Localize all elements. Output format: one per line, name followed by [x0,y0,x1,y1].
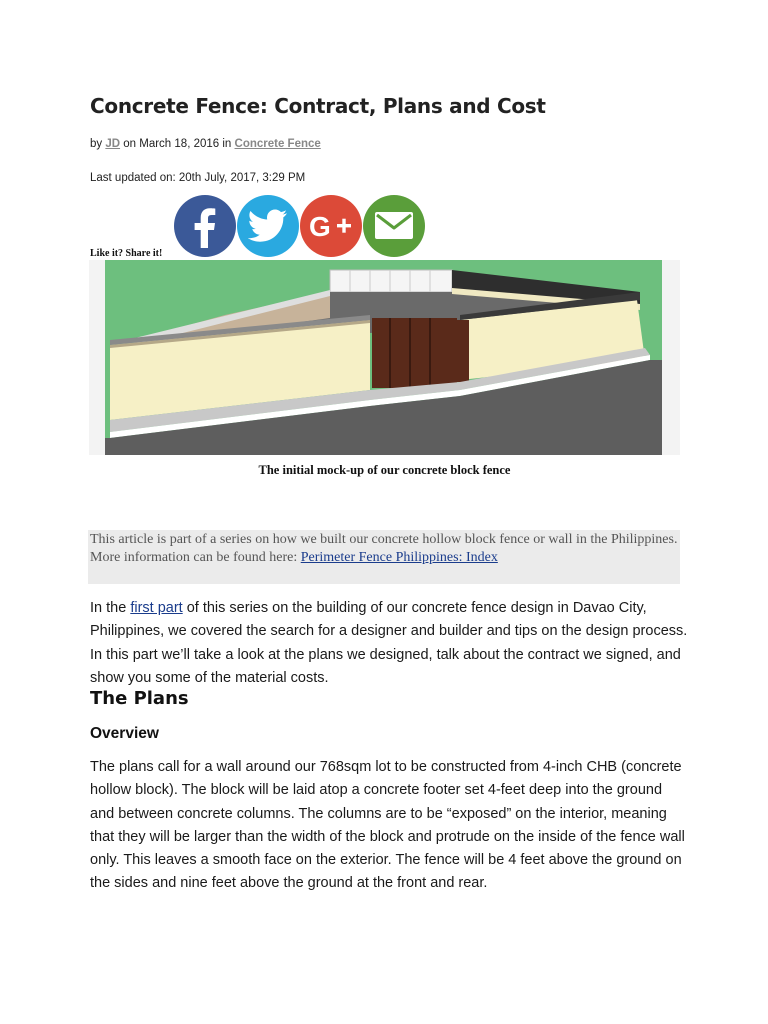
series-index-link[interactable]: Perimeter Fence Philippines: Index [300,550,498,565]
twitter-share-button[interactable] [237,195,299,257]
email-icon [374,211,414,241]
fence-mockup-figure [89,260,680,455]
email-share-button[interactable] [363,195,425,257]
google-plus-share-button[interactable] [300,195,362,257]
twitter-icon [248,209,288,243]
byline-prefix: by [90,138,103,150]
author-link[interactable]: JD [105,138,121,150]
series-note-index-prefix: More information can be found here: [90,550,301,565]
series-note-text: This article is part of a series on how we built our concrete hollow block fence or wall in the Philippines. [90,532,678,547]
figure-caption: The initial mock-up of our concrete block fence [258,463,511,477]
overview-heading: Overview [90,725,159,742]
last-updated: Last updated on: 20th July, 2017, 3:29 PM [90,172,306,184]
fence-mockup-image [105,260,662,455]
google-plus-icon [309,211,353,241]
intro-prefix: In the [90,600,131,616]
plans-heading: The Plans [90,688,189,709]
intro-paragraph [90,597,690,690]
share-label: Like it? Share it! [90,248,163,259]
svg-text:G: G [309,211,331,241]
overview-paragraph: The plans call for a wall around our 768sqm lot to be constructed from 4-inch CHB (concrete hollow block). The block will be laid atop a concrete footer set 4-feet deep into the ground and between concrete columns. The columns are to be “exposed” on the interior, meaning that they will be larger than the width of the block and protrude on the inside of the fence wall only. This leaves a smooth face on the exterior. The fence will be 4 feet above the ground on the sides and nine feet above the ground at the front and rear. [90,759,685,892]
share-bar [174,195,425,257]
facebook-icon [185,204,225,248]
byline-date: on March 18, 2016 in [123,138,232,150]
series-note-index [88,548,680,566]
page-title: Concrete Fence: Contract, Plans and Cost [90,94,546,118]
byline [90,138,321,150]
category-link[interactable]: Concrete Fence [234,138,321,150]
intro-rest: of this series on the building of our concrete fence design in Davao City, Philippines, we covered the search for a designer and builder and tips on the design process. In this part we’ll take a look at the plans we designed, talk about the contract we signed, and show you some of the material costs. [90,600,688,686]
facebook-share-button[interactable] [174,195,236,257]
series-note [88,530,680,584]
first-part-link[interactable]: first part [130,600,183,616]
